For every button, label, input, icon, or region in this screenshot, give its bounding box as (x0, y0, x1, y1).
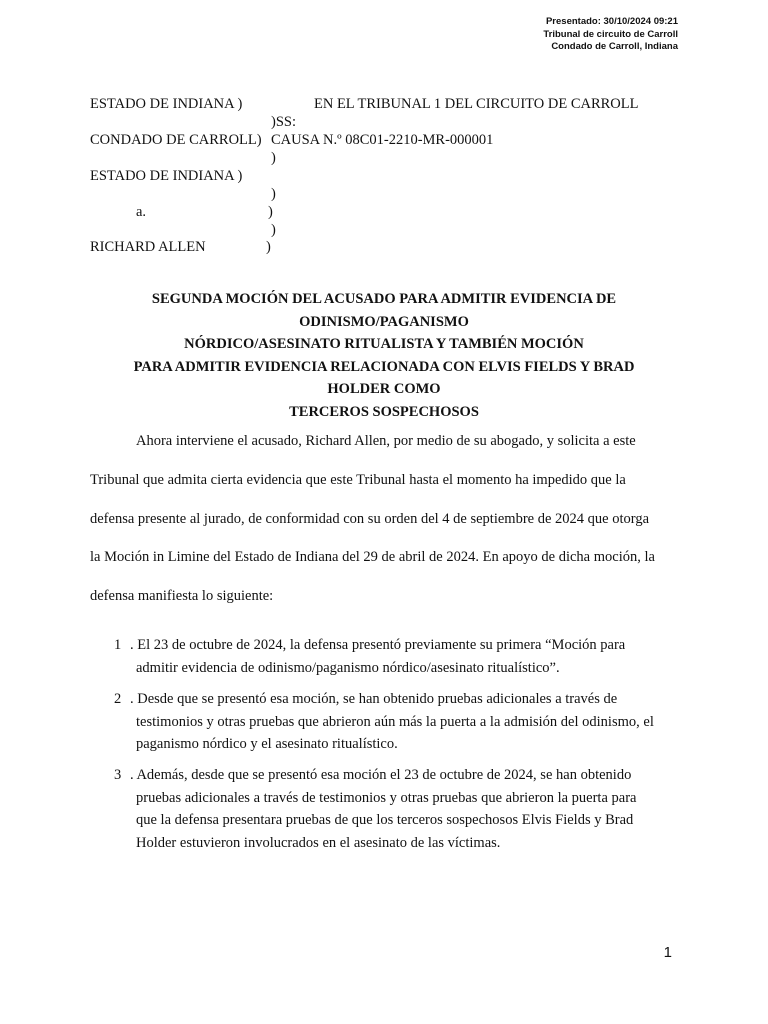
item-number: 1 (114, 637, 122, 653)
title-line: TERCEROS SOSPECHOSOS (289, 403, 479, 420)
title-line: ODINISMO/PAGANISMO (299, 313, 469, 330)
caption-ss: )SS: (271, 114, 296, 130)
item-line: que la defensa presentara pruebas de que los terceros sospechosos Elvis Fields y Brad (136, 812, 634, 828)
caption-state-left: ESTADO DE INDIANA ) (90, 96, 243, 112)
caption-paren: ) (271, 222, 276, 238)
filed-date: Presentado: 30/10/2024 09:21 (545, 16, 678, 27)
item-text (130, 764, 670, 854)
filing-county: Condado de Carroll, Indiana (551, 41, 678, 52)
numbered-item (90, 764, 670, 854)
intro-line: defensa presente al jurado, de conformidad con su orden del 4 de septiembre de 2024 que otorga (90, 510, 650, 527)
filing-stamp (543, 16, 678, 54)
caption-versus: a. (136, 204, 147, 220)
caption-defendant: RICHARD ALLEN (90, 239, 206, 255)
item-text (130, 634, 670, 679)
title-line: HOLDER COMO (327, 381, 441, 397)
item-line: pruebas adicionales a través de testimonios y otras pruebas que abrieron la puerta para (136, 789, 637, 806)
title-line: PARA ADMITIR EVIDENCIA RELACIONADA CON ELVIS FIELDS Y BRAD (133, 358, 635, 375)
intro-line: Tribunal que admita cierta evidencia que este Tribunal hasta el momento ha impedido que la (90, 471, 626, 488)
numbered-item (90, 688, 670, 756)
item-line: admitir evidencia de odinismo/paganismo nórdico/asesinato ritualístico”. (136, 659, 560, 676)
item-line: . Desde que se presentó esa moción, se han obtenido pruebas adicionales a través de (130, 691, 618, 707)
item-line: . Además, desde que se presentó esa moción el 23 de octubre de 2024, se han obtenido (130, 767, 632, 783)
item-line: paganismo nórdico y el asesinato ritualístico. (136, 736, 398, 752)
page-number: 1 (663, 944, 672, 961)
caption-cause-number: CAUSA N.º 08C01-2210-MR-000001 (271, 132, 494, 148)
caption-county-left: CONDADO DE CARROLL) (90, 132, 262, 148)
intro-line: Ahora interviene el acusado, Richard Allen, por medio de su abogado, y solicita a este (136, 433, 636, 449)
caption-paren: ) (271, 150, 276, 166)
intro-line: la Moción in Limine del Estado de Indiana del 29 de abril de 2024. En apoyo de dicha moción, la (90, 549, 655, 566)
item-text (130, 688, 670, 756)
caption-court-name: EN EL TRIBUNAL 1 DEL CIRCUITO DE CARROLL (314, 96, 639, 112)
intro-paragraph (90, 431, 682, 625)
item-line: . El 23 de octubre de 2024, la defensa presentó previamente su primera “Moción para (130, 637, 626, 653)
item-number: 2 (114, 691, 122, 707)
item-line: Holder estuvieron involucrados en el asesinato de las víctimas. (136, 834, 501, 851)
caption-paren: ) (268, 204, 273, 220)
item-line: testimonios y otras pruebas que abrieron aún más la puerta a la admisión del odinismo, el (136, 713, 654, 730)
motion-title (90, 288, 678, 423)
numbered-item (90, 634, 670, 679)
item-number: 3 (114, 767, 122, 783)
title-line: NÓRDICO/ASESINATO RITUALISTA Y TAMBIÉN MOCIÓN (184, 336, 584, 352)
intro-line: defensa manifiesta lo siguiente: (90, 588, 274, 605)
filing-court: Tribunal de circuito de Carroll (543, 28, 678, 40)
caption-paren: ) (266, 239, 271, 255)
caption-plaintiff: ESTADO DE INDIANA ) (90, 168, 243, 184)
caption-paren: ) (271, 186, 276, 202)
title-line: SEGUNDA MOCIÓN DEL ACUSADO PARA ADMITIR EVIDENCIA DE (151, 291, 617, 307)
